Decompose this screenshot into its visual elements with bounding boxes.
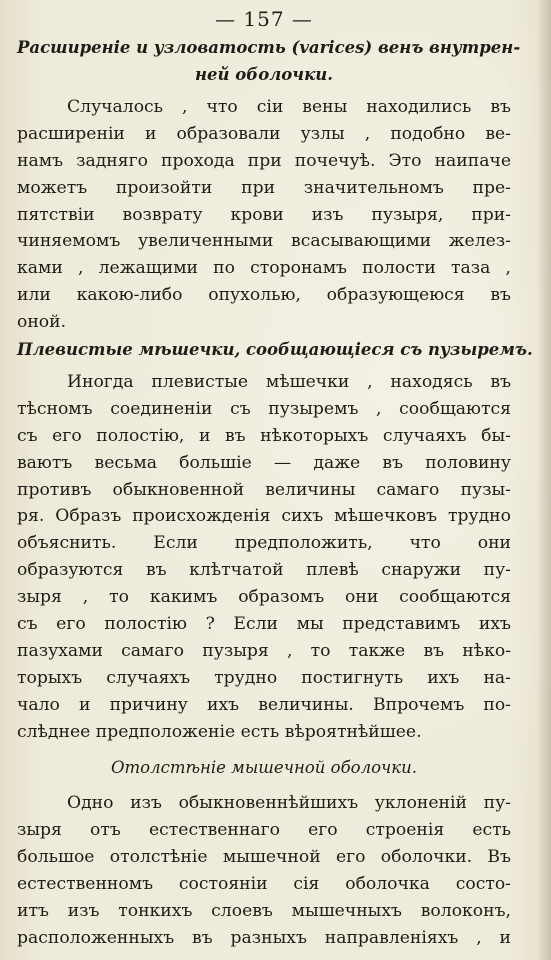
text-line: съ его полостію, и въ нѣкоторыхъ случаяхъ бы- xyxy=(17,425,511,446)
text-line: или какою-либо опухолью, образующеюся въ xyxy=(17,285,511,306)
page-number: — 157 — xyxy=(215,7,313,31)
text-line: чало и причину ихъ величины. Впрочемъ по- xyxy=(17,694,511,715)
paragraph xyxy=(17,790,511,951)
text-line: зыря , то какимъ образомъ они сообщаются xyxy=(17,587,511,608)
section-varices xyxy=(17,34,521,336)
heading-line: Расширеніе и узловатость (varices) венъ внутрен- xyxy=(17,38,521,57)
section-heading xyxy=(17,754,511,781)
paragraph xyxy=(17,369,511,745)
text-line: Случалось , что сіи вены находились въ xyxy=(67,97,511,117)
text-line: можетъ произойти при значительномъ пре- xyxy=(17,177,511,198)
text-line: тѣсномъ соединеніи съ пузыремъ , сообщаются xyxy=(17,398,511,419)
page-edge-shadow xyxy=(537,0,551,960)
text-line: слѣднее предположеніе есть вѣроятнѣйшее. xyxy=(17,721,422,742)
text-line: чиняемомъ увеличенными всасывающими желез- xyxy=(17,231,511,252)
heading-line: Отолстѣніе мышечной оболочки. xyxy=(110,758,418,778)
section-pouches xyxy=(17,336,533,745)
text-line: пятствіи возврату крови изъ пузыря, при- xyxy=(17,204,511,225)
text-line: образуются въ клѣтчатой плевѣ снаружи пу- xyxy=(17,560,511,581)
text-line: ря. Образъ происхожденія сихъ мѣшечковъ трудно xyxy=(17,506,511,527)
heading-line: Плевистые мѣшечки, сообщающіеся съ пузыремъ. xyxy=(17,340,533,360)
text-line: итъ изъ тонкихъ слоевъ мышечныхъ волоконъ, xyxy=(17,901,511,922)
section-thickening xyxy=(17,745,511,951)
section-heading xyxy=(17,34,521,88)
paragraph xyxy=(17,94,511,336)
text-line: ками , лежащими по сторонамъ полости таза , xyxy=(17,258,511,279)
heading-line: ней оболочки. xyxy=(195,65,333,84)
text-line: расширеніи и образовали узлы , подобно ве- xyxy=(17,123,511,144)
text-line: намъ задняго прохода при почечуѣ. Это наипаче xyxy=(17,150,511,171)
text-line: расположенныхъ въ разныхъ направленіяхъ , и xyxy=(17,927,511,948)
text-line: естественномъ состояніи сія оболочка состо- xyxy=(17,874,511,895)
text-line: торыхъ случаяхъ трудно постигнуть ихъ на- xyxy=(17,667,511,688)
text-line: Иногда плевистые мѣшечки , находясь въ xyxy=(67,372,511,393)
text-line: большое отолстѣніе мышечной его оболочки. Въ xyxy=(17,847,511,868)
text-line: пазухами самаго пузыря , то также въ нѣко- xyxy=(17,640,511,661)
text-line: оной. xyxy=(17,312,67,333)
section-heading xyxy=(17,336,533,363)
text-line: объяснить. Если предположить, что они xyxy=(17,533,511,554)
text-line: противъ обыкновенной величины самаго пузы- xyxy=(17,479,511,500)
text-line: съ его полостію ? Если мы представимъ ихъ xyxy=(17,614,511,635)
text-line: ваютъ весьма большіе — даже въ половину xyxy=(17,452,511,473)
text-line: зыря отъ естественнаго его строенія есть xyxy=(17,820,511,841)
text-line: Одно изъ обыкновеннѣйшихъ уклоненій пу- xyxy=(67,793,511,814)
